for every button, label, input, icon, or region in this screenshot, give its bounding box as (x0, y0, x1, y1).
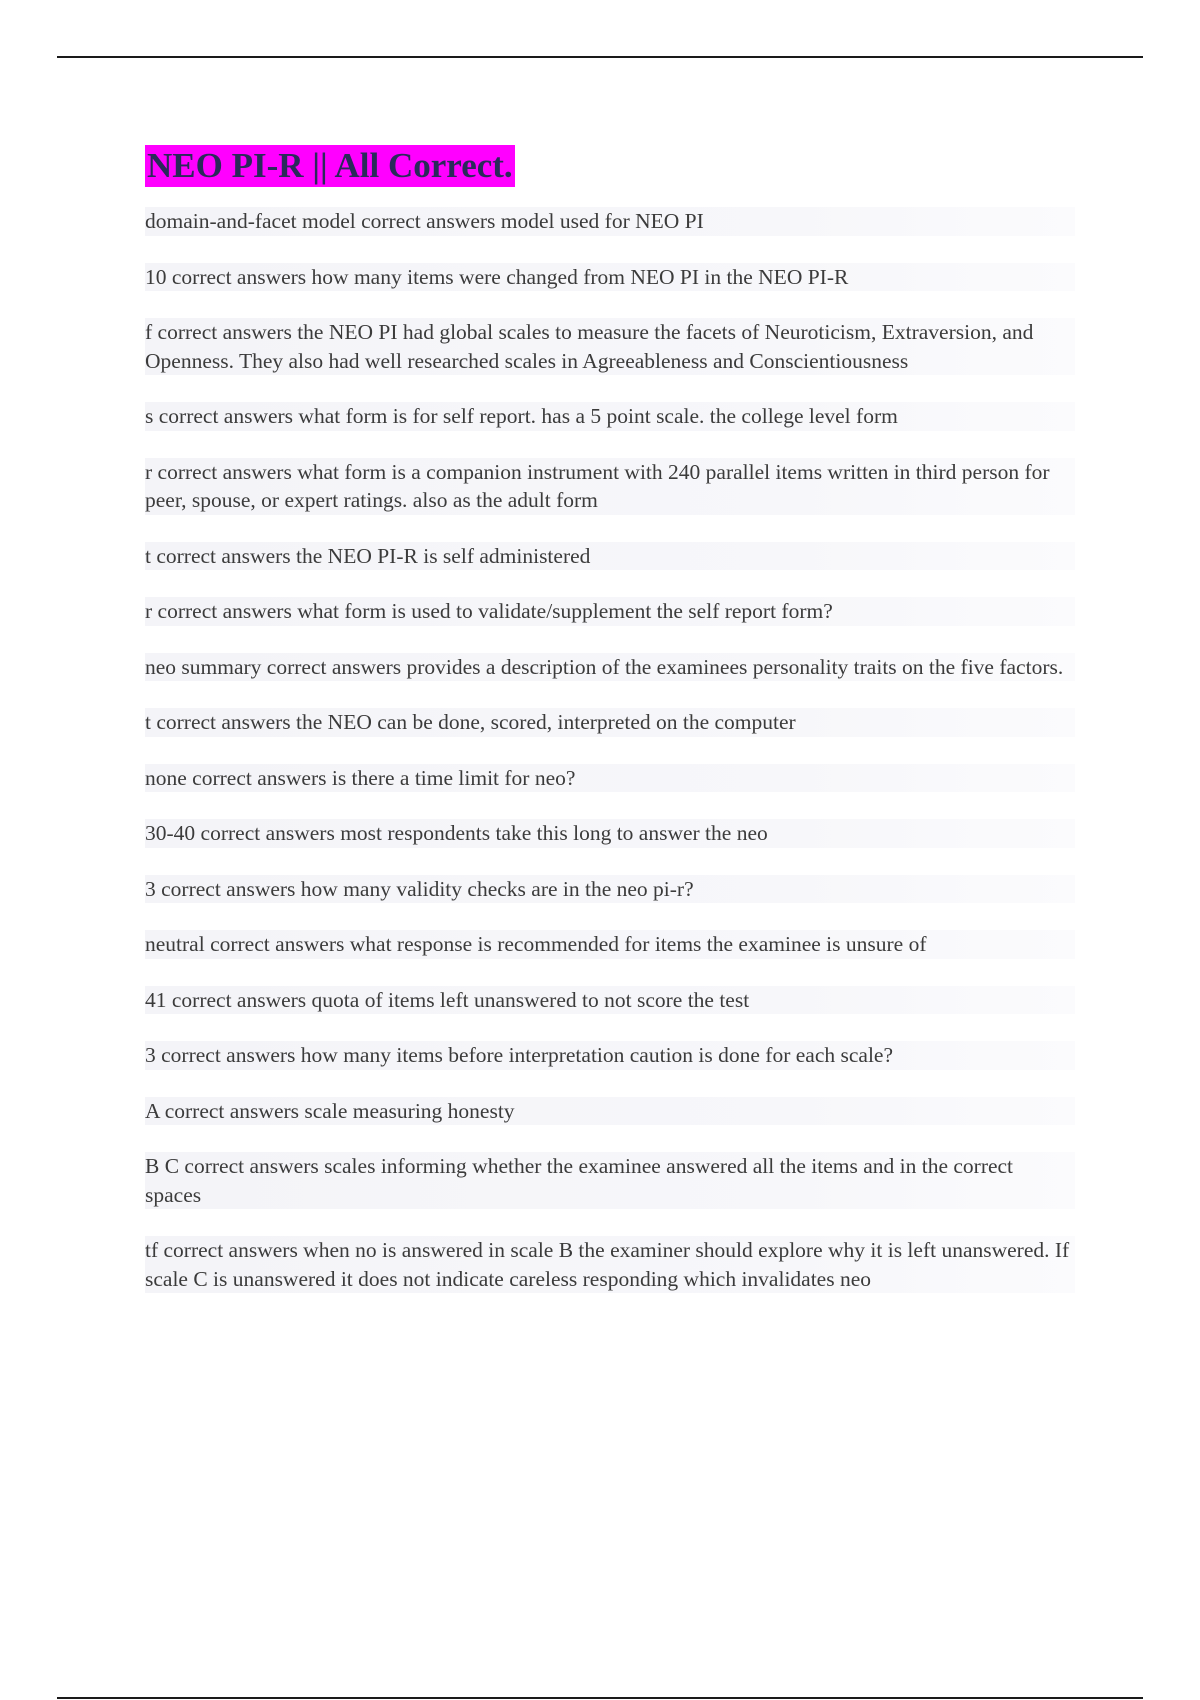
qa-item: domain-and-facet model correct answers model used for NEO PI (145, 207, 1075, 236)
qa-item: s correct answers what form is for self report. has a 5 point scale. the college level form (145, 402, 1075, 431)
top-rule (57, 56, 1143, 58)
qa-item: neo summary correct answers provides a description of the examinees personality traits on the five factors. (145, 653, 1075, 682)
qa-item: neutral correct answers what response is recommended for items the examinee is unsure of (145, 930, 1075, 959)
qa-item: A correct answers scale measuring honesty (145, 1097, 1075, 1126)
qa-list (145, 207, 1075, 1293)
qa-item: B C correct answers scales informing whether the examinee answered all the items and in the correct spaces (145, 1152, 1075, 1209)
qa-item: 41 correct answers quota of items left unanswered to not score the test (145, 986, 1075, 1015)
bottom-rule (57, 1697, 1143, 1699)
qa-item: 30-40 correct answers most respondents take this long to answer the neo (145, 819, 1075, 848)
qa-item: 3 correct answers how many items before interpretation caution is done for each scale? (145, 1041, 1075, 1070)
qa-item: t correct answers the NEO PI-R is self administered (145, 542, 1075, 571)
qa-item: t correct answers the NEO can be done, scored, interpreted on the computer (145, 708, 1075, 737)
document-title: NEO PI-R || All Correct. (147, 146, 513, 185)
qa-item: tf correct answers when no is answered in scale B the examiner should explore why it is left unanswered. If scale C is unanswered it does not indicate careless responding which invalidates neo (145, 1236, 1075, 1293)
qa-item: 3 correct answers how many validity checks are in the neo pi-r? (145, 875, 1075, 904)
qa-item: 10 correct answers how many items were changed from NEO PI in the NEO PI-R (145, 263, 1075, 292)
document-body (145, 145, 1075, 1320)
qa-item: none correct answers is there a time limit for neo? (145, 764, 1075, 793)
qa-item: r correct answers what form is a companion instrument with 240 parallel items written in third person for peer, spouse, or expert ratings. also as the adult form (145, 458, 1075, 515)
qa-item: r correct answers what form is used to validate/supplement the self report form? (145, 597, 1075, 626)
qa-item: f correct answers the NEO PI had global scales to measure the facets of Neuroticism, Extraversion, and Openness. They also had well researched scales in Agreeableness and Conscientiousness (145, 318, 1075, 375)
